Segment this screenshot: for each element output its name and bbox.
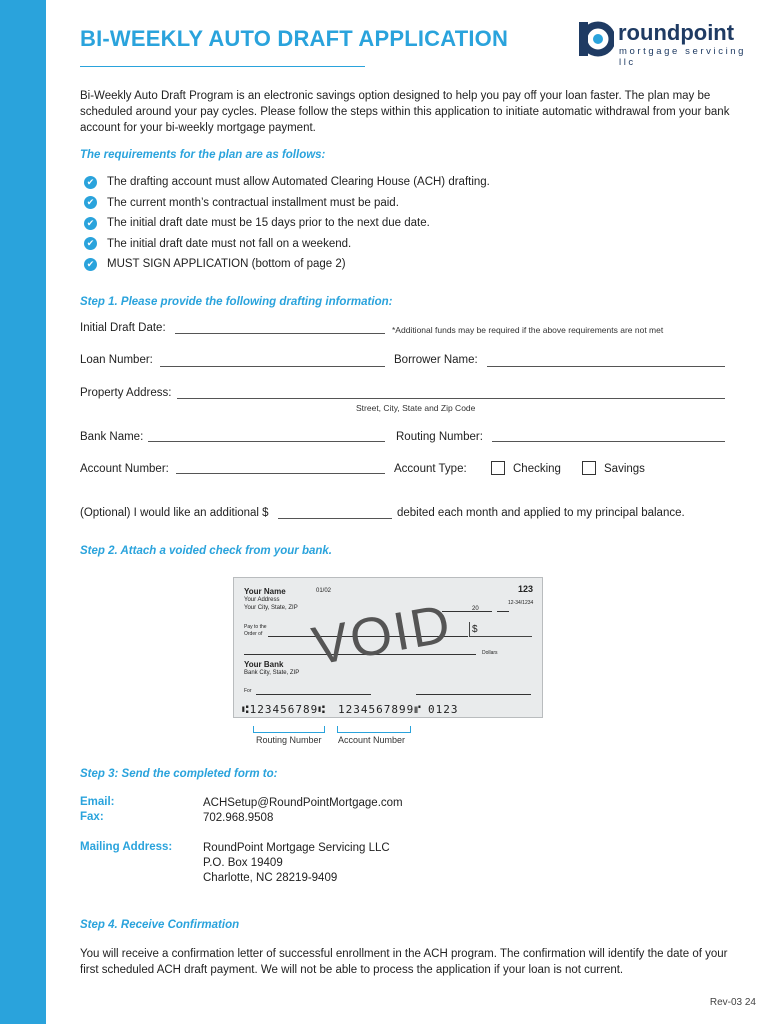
optional-amount-prefix: (Optional) I would like an additional $ (80, 507, 269, 519)
step4-heading: Step 4. Receive Confirmation (80, 919, 240, 931)
check-signature-line (416, 694, 531, 695)
bank-name-label: Bank Name: (80, 431, 144, 443)
confirmation-text: You will receive a confirmation letter of successful enrollment in the ACH program. The confirmation will identify the date of your first scheduled ACH draft payment. We will not be able to process the application if your loan is not current. (80, 948, 728, 976)
property-address-field[interactable] (177, 398, 725, 399)
logo-tagline: mortgage servicing llc (619, 46, 747, 68)
address-hint: Street, City, State and Zip Code (356, 403, 476, 413)
check-fraction: 12-34/1234 (508, 600, 534, 606)
list-item (84, 172, 724, 193)
revision-footer: Rev-03 24 (709, 997, 756, 1008)
list-item (84, 213, 724, 234)
initial-draft-date-label: Initial Draft Date: (80, 322, 166, 334)
checking-checkbox[interactable] (491, 461, 505, 475)
checkmark-icon: ✔ (84, 196, 97, 209)
savings-checkbox[interactable] (582, 461, 596, 475)
check-micr-account: 1234567899⑈ (338, 703, 422, 716)
step2-heading: Step 2. Attach a voided check from your bank. (80, 545, 333, 557)
email-value[interactable]: ACHSetup@RoundPointMortgage.com (203, 797, 403, 809)
routing-bracket (253, 726, 325, 733)
account-number-caption: Account Number (338, 735, 406, 745)
routing-number-label: Routing Number: (396, 431, 483, 443)
borrower-name-field[interactable] (487, 366, 725, 367)
step3-heading: Step 3: Send the completed form to: (80, 768, 278, 780)
savings-label: Savings (604, 463, 645, 475)
check-pay-to: Pay to the (244, 624, 267, 630)
void-stamp: VOID (307, 593, 457, 677)
optional-amount-field[interactable] (278, 518, 392, 519)
check-bank-city: Bank City, State, ZIP (244, 670, 300, 676)
requirements-list (84, 172, 724, 275)
list-item (84, 254, 724, 275)
account-number-label: Account Number: (80, 463, 169, 475)
list-item (84, 193, 724, 214)
check-city: Your City, State, ZIP (244, 605, 298, 611)
draft-note: *Additional funds may be required if the above requirements are not met (392, 325, 664, 335)
requirement-text: The drafting account must allow Automated Clearing House (ACH) drafting. (107, 176, 490, 189)
roundpoint-logo-icon (578, 20, 614, 60)
mailing-address-line3: Charlotte, NC 28219-9409 (203, 872, 338, 884)
check-dollar-sign: $ (472, 624, 478, 635)
check-year-line (497, 611, 509, 612)
mailing-address-line2: P.O. Box 19409 (203, 857, 283, 869)
routing-number-field[interactable] (492, 441, 725, 442)
check-address: Your Address (244, 597, 280, 603)
check-year: 20 (472, 606, 479, 612)
check-dollars: Dollars (482, 650, 498, 656)
loan-number-label: Loan Number: (80, 354, 153, 366)
title-underline (80, 66, 365, 67)
requirement-text: The initial draft date must be 15 days prior to the next due date. (107, 217, 430, 230)
check-date-code: 01/02 (316, 588, 332, 594)
check-date-line (442, 611, 492, 612)
requirement-text: The current month’s contractual installment must be paid. (107, 196, 399, 209)
check-number: 123 (518, 584, 534, 594)
property-address-label: Property Address: (80, 387, 172, 399)
checkmark-icon: ✔ (84, 176, 97, 189)
account-bracket (337, 726, 411, 733)
mailing-address-label: Mailing Address: (80, 841, 173, 853)
account-number-field[interactable] (176, 473, 385, 474)
check-for: For (244, 688, 252, 694)
requirement-text: The initial draft date must not fall on a weekend. (107, 237, 352, 250)
list-item (84, 234, 724, 255)
loan-number-field[interactable] (160, 366, 385, 367)
page-title: BI-WEEKLY AUTO DRAFT APPLICATION (80, 26, 509, 51)
intro-paragraph: Bi-Weekly Auto Draft Program is an electronic savings option designed to help you pay off your loan faster. The plan may be scheduled around your pay cycles. Please follow the steps within this application to initiate automatic withdrawal from your bank account for your bi-weekly mortgage payment. (80, 90, 730, 134)
left-accent-bar (0, 0, 46, 1024)
check-your-name: Your Name (244, 587, 286, 596)
fax-value: 702.968.9508 (203, 812, 274, 824)
checkmark-icon: ✔ (84, 217, 97, 230)
checkmark-icon: ✔ (84, 237, 97, 250)
account-type-label: Account Type: (394, 463, 467, 475)
check-order-of: Order of (244, 631, 263, 637)
borrower-name-label: Borrower Name: (394, 354, 478, 366)
voided-check-image (233, 577, 543, 718)
initial-draft-date-field[interactable] (175, 333, 385, 334)
step1-heading: Step 1. Please provide the following drafting information: (80, 296, 393, 308)
email-label: Email: (80, 796, 115, 808)
requirements-heading: The requirements for the plan are as follows: (80, 149, 326, 161)
roundpoint-logo (578, 18, 748, 68)
mailing-address-line1: RoundPoint Mortgage Servicing LLC (203, 842, 390, 854)
check-micr-routing: ⑆123456789⑆ (242, 703, 326, 716)
check-bank: Your Bank (244, 660, 284, 669)
check-amount-box (469, 622, 532, 637)
routing-number-caption: Routing Number (256, 735, 322, 745)
bank-name-field[interactable] (148, 441, 385, 442)
logo-wordmark: roundpoint (618, 20, 735, 45)
checkmark-icon: ✔ (84, 258, 97, 271)
fax-label: Fax: (80, 811, 104, 823)
requirement-text: MUST SIGN APPLICATION (bottom of page 2) (107, 258, 346, 271)
check-memo-line (256, 694, 371, 695)
checking-label: Checking (513, 463, 561, 475)
check-micr-number: 0123 (428, 703, 459, 716)
optional-amount-suffix: debited each month and applied to my principal balance. (397, 507, 685, 519)
